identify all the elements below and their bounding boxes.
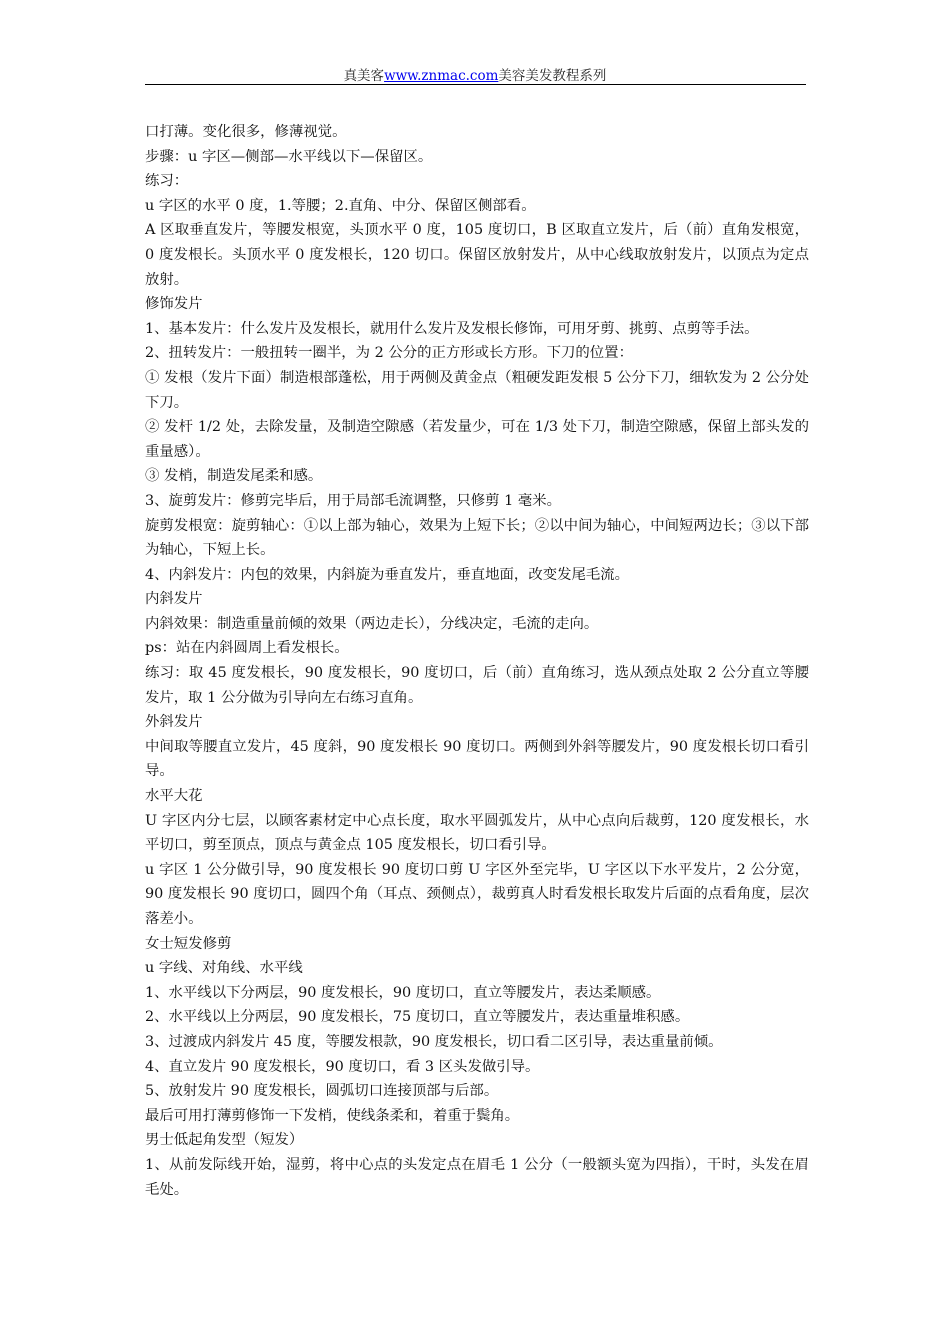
text-line: 口打薄。变化很多，修薄视觉。: [145, 124, 347, 140]
text-paragraph: 1、从前发际线开始，湿剪，将中心点的头发定点在眉毛 1 公分（一般额头宽为四指），干时，头发在眉毛处。: [145, 1156, 809, 1198]
text-line: 2、扭转发片：一般扭转一圈半，为 2 公分的正方形或长方形。下刀的位置：: [145, 345, 633, 362]
section-heading: 女士短发修剪: [145, 935, 232, 952]
section-heading: 修饰发片: [145, 296, 203, 313]
text-paragraph: u 字区 1 公分做引导，90 度发根长 90 度切口剪 U 字区外至完毕，U 字区以下水平发片，2 公分宽，90 度发根长 90 度切口，圆四个角（耳点、颈侧点），裁剪真人时看发根长取发片后面的点看角度，层次落差小。: [145, 861, 809, 927]
text-line: 步骤：u 字区—侧部—水平线以下—保留区。: [145, 148, 433, 165]
section-heading: 水平大花: [145, 788, 203, 805]
text-line: ③ 发梢，制造发尾柔和感。: [145, 468, 323, 485]
section-heading: 外斜发片: [145, 714, 203, 731]
text-paragraph: 旋剪发根宽：旋剪轴心：①以上部为轴心，效果为上短下长；②以中间为轴心，中间短两边长；③以下部为轴心，下短上长。: [145, 517, 809, 559]
text-paragraph: U 字区内分七层，以顾客素材定中心点长度，取水平圆弧发片，从中心点向后裁剪，120 度发根长，水平切口，剪至顶点，顶点与黄金点 105 度发根长，切口看引导。: [145, 812, 809, 854]
text-line: 最后可用打薄剪修饰一下发梢，使线条柔和，着重于鬓角。: [145, 1107, 520, 1124]
text-paragraph: 练习：取 45 度发根长，90 度发根长，90 度切口，后（前）直角练习，选从颈点处取 2 公分直立等腰发片，取 1 公分做为引导向左右练习直角。: [145, 665, 809, 706]
text-line: u 字线、对角线、水平线: [145, 960, 303, 977]
text-line: 2、水平线以上分两层，90 度发根长，75 度切口，直立等腰发片，表达重量堆积感。: [145, 1009, 690, 1026]
text-line: 4、直立发片 90 度发根长，90 度切口，看 3 区头发做引导。: [145, 1058, 540, 1075]
header-site-link[interactable]: www.znmac.com: [384, 68, 499, 84]
text-line: 1、基本发片：什么发片及发根长，就用什么发片及发根长修饰，可用牙剪、挑剪、点剪等手法。: [145, 320, 759, 337]
text-line: 4、内斜发片：内包的效果，内斜旋为垂直发片，垂直地面，改变发尾毛流。: [145, 566, 630, 583]
header-series-title: 美容美发教程系列: [498, 68, 607, 84]
text-paragraph: A 区取垂直发片，等腰发根宽，头顶水平 0 度，105 度切口，B 区取直立发片，后（前）直角发根宽，0 度发根长。头顶水平 0 度发根长，120 切口。保留区放射发片，从中心线取放射发片，以顶点为定点放射。: [145, 222, 809, 288]
text-line: 3、旋剪发片：修剪完毕后，用于局部毛流调整，只修剪 1 毫米。: [145, 492, 562, 509]
text-line: 5、放射发片 90 度发根长，圆弧切口连接顶部与后部。: [145, 1083, 499, 1100]
text-line: 3、过渡成内斜发片 45 度，等腰发根款，90 度发根长，切口看二区引导，表达重量前倾。: [145, 1033, 723, 1050]
header-divider: [145, 84, 806, 85]
text-line: ps：站在内斜圆周上看发根长。: [145, 640, 349, 657]
text-paragraph: ① 发根（发片下面）制造根部蓬松，用于两侧及黄金点（粗硬发距发根 5 公分下刀，细软发为 2 公分处下刀。: [145, 369, 809, 411]
text-paragraph: ② 发杆 1/2 处，去除发量，及制造空隙感（若发量少，可在 1/3 处下刀，制造空隙感，保留上部头发的重量感）。: [145, 419, 809, 460]
text-line: 1、水平线以下分两层，90 度发根长，90 度切口，直立等腰发片，表达柔顺感。: [145, 984, 661, 1001]
document-body: [145, 120, 809, 1202]
text-line: 内斜效果：制造重量前倾的效果（两边走长），分线决定，毛流的走向。: [145, 615, 599, 632]
text-line: u 字区的水平 0 度，1.等腰；2.直角、中分、保留区侧部看。: [145, 197, 536, 214]
section-heading: 内斜发片: [145, 591, 203, 608]
header-site-name: 真美客: [343, 68, 385, 84]
text-paragraph: 中间取等腰直立发片，45 度斜，90 度发根长 90 度切口。两侧到外斜等腰发片，90 度发根长切口看引导。: [145, 738, 809, 780]
section-heading: 男士低起角发型（短发）: [145, 1132, 304, 1149]
text-line: 练习：: [145, 173, 189, 190]
page-header: [145, 64, 805, 84]
